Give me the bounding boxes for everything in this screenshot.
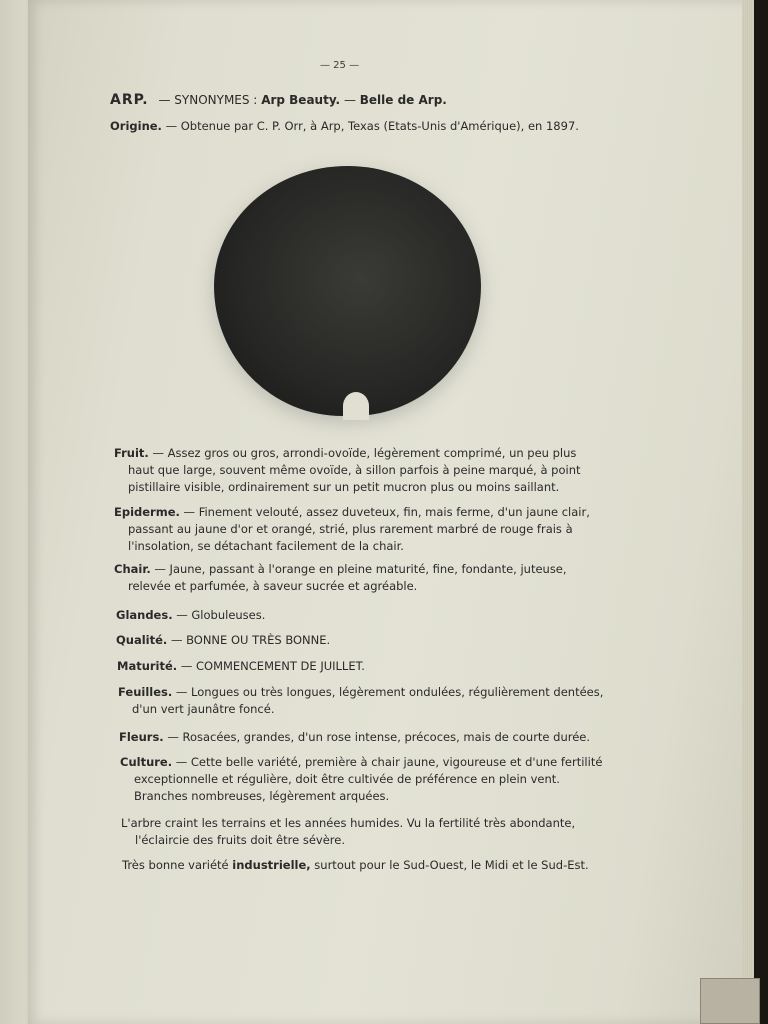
variety-header (110, 92, 447, 109)
section-chair (114, 561, 567, 595)
note-line: L'arbre craint les terrains et les années humides. Vu la fertilité très abondante, (121, 816, 576, 830)
synonym-separator: — (343, 93, 356, 107)
section-line: — Jaune, passant à l'orange en pleine maturité, fine, fondante, juteuse, (154, 562, 567, 576)
section-line: haut que large, souvent même ovoïde, à sillon parfois à peine marqué, à point (128, 463, 581, 477)
section-label: Epiderme. (114, 505, 180, 519)
origin-text: — Obtenue par C. P. Orr, à Arp, Texas (Etats-Unis d'Amérique), en 1897. (165, 119, 579, 133)
section-line: — Finement velouté, assez duveteux, fin, mais ferme, d'un jaune clair, (183, 505, 590, 519)
section-line: — Rosacées, grandes, d'un rose intense, précoces, mais de courte durée. (167, 730, 591, 744)
page-number: — 25 — (320, 60, 360, 71)
note-humidity (121, 815, 575, 849)
section-line: — Globuleuses. (176, 608, 266, 622)
section-line: exceptionnelle et régulière, doit être cultivée de préférence en plein vent. (134, 772, 560, 786)
section-label: Fleurs. (119, 730, 164, 744)
section-label: Feuilles. (118, 685, 173, 699)
section-line: relevée et parfumée, à saveur sucrée et agréable. (128, 579, 418, 593)
section-line: — COMMENCEMENT DE JUILLET. (180, 659, 365, 673)
section-label: Fruit. (114, 446, 149, 460)
section-culture (120, 754, 602, 805)
section-line: l'insolation, se détachant facilement de la chair. (128, 539, 404, 553)
section-line: — Assez gros ou gros, arrondi-ovoïde, légèrement comprimé, un peu plus (152, 446, 577, 460)
origin-line (110, 118, 579, 135)
section-line: — Cette belle variété, première à chair jaune, vigoureuse et d'une fertilité (175, 755, 603, 769)
synonym-1: Arp Beauty. (261, 93, 341, 107)
note-industrial (122, 857, 589, 874)
corner-thumbnail-icon[interactable] (700, 978, 760, 1024)
section-line: passant au jaune d'or et orangé, strié, plus rarement marbré de rouge frais à (128, 522, 573, 536)
synonym-2: Belle de Arp. (359, 93, 447, 107)
fruit-photo (214, 166, 481, 416)
section-line: d'un vert jaunâtre foncé. (132, 702, 275, 716)
synonyms-label: — SYNONYMES : (158, 93, 258, 107)
section-label: Chair. (114, 562, 151, 576)
section-label: Qualité. (116, 633, 168, 647)
fruit-cleft (343, 392, 369, 420)
note-line: l'éclaircie des fruits doit être sévère. (135, 833, 345, 847)
section-fruit (114, 445, 581, 496)
section-glandes (116, 607, 265, 624)
note-bold: industrielle, (232, 858, 311, 872)
section-qualite (116, 632, 330, 649)
note-text: Très bonne variété (122, 858, 229, 872)
section-label: Maturité. (117, 659, 178, 673)
section-label: Glandes. (116, 608, 173, 622)
origin-label: Origine. (110, 119, 162, 133)
section-line: Branches nombreuses, légèrement arquées. (134, 789, 390, 803)
section-maturite (117, 658, 365, 675)
section-feuilles (118, 684, 603, 718)
section-label: Culture. (120, 755, 173, 769)
page-stack-edge (742, 0, 754, 1024)
section-line: — Longues ou très longues, légèrement ondulées, régulièrement dentées, (175, 685, 604, 699)
section-line: pistillaire visible, ordinairement sur un petit mucron plus ou moins saillant. (128, 480, 560, 494)
section-line: — BONNE OU TRÈS BONNE. (170, 633, 331, 647)
note-text: surtout pour le Sud-Ouest, le Midi et le Sud-Est. (314, 858, 589, 872)
section-fleurs (119, 729, 590, 746)
section-epiderme (114, 504, 590, 555)
variety-name: ARP. (110, 92, 149, 108)
